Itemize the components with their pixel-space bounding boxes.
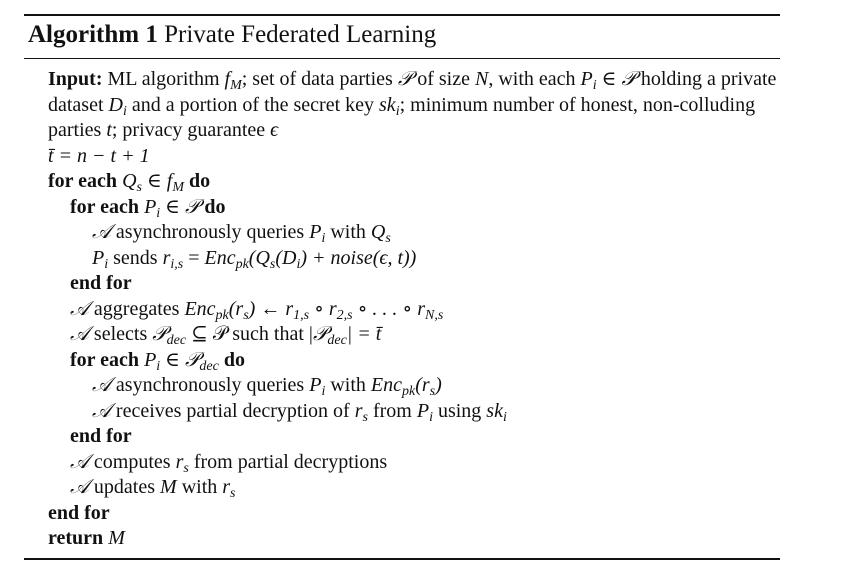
math-sub: i: [395, 103, 400, 119]
math-var: N: [475, 68, 489, 90]
math-sub: s: [183, 460, 189, 476]
math-var: 𝒫: [312, 323, 328, 345]
math-var: r: [162, 246, 171, 269]
math-sub: pk: [215, 307, 229, 323]
input-text: ML algorithm: [107, 68, 225, 90]
math-var: Q: [370, 221, 386, 243]
line-for-each-party: [48, 195, 780, 221]
line-tbar: t̄ = n − t + 1: [48, 144, 150, 167]
math-sub: s: [136, 180, 142, 196]
math-sub: dec: [327, 333, 347, 349]
math-var: P: [416, 399, 430, 422]
math-sub: s: [230, 486, 236, 502]
math-var: 𝒫: [397, 68, 413, 90]
math-sub: pk: [235, 256, 249, 272]
math-sub: i: [156, 358, 161, 374]
caption-title: Private Federated Learning: [164, 21, 437, 48]
line-return: [48, 526, 780, 552]
algorithm-caption: [24, 16, 780, 54]
input-text: ; privacy guarantee: [111, 119, 271, 141]
math-var: r: [222, 476, 231, 498]
math-sub: s: [243, 307, 249, 323]
line-updates: [48, 475, 780, 501]
input-text: ∈: [596, 68, 622, 90]
text: ⊆ 𝒫 such that |: [186, 323, 313, 345]
math-sub: s: [385, 231, 391, 247]
math-sub: s: [362, 409, 368, 425]
math-op: =: [183, 246, 205, 269]
line-selects: [48, 322, 780, 348]
math-var: P: [580, 68, 593, 90]
math-var: M: [108, 527, 125, 549]
line-computes: [48, 450, 780, 476]
math-op: ∈ 𝒫: [160, 195, 200, 218]
math-sub: M: [172, 180, 185, 196]
input-text: and a portion of the secret key: [126, 93, 380, 116]
math-var: 𝒜: [70, 323, 89, 345]
math-var: ∘ r: [309, 297, 337, 320]
input-spec: [48, 67, 788, 144]
math-var: P: [309, 221, 322, 243]
math-sub: 2,s: [336, 307, 353, 323]
math-sub: s: [429, 384, 436, 400]
math-var: f: [166, 170, 173, 192]
math-var: M: [160, 476, 177, 498]
keyword: do: [189, 170, 211, 192]
input-label: Input:: [48, 68, 103, 90]
line-for-each-query: [48, 169, 780, 195]
input-text: , with each: [488, 68, 581, 90]
text: from partial decryptions: [188, 450, 388, 473]
line-end-for-dec: end for: [70, 425, 132, 447]
keyword: for each: [70, 195, 140, 218]
text: from: [367, 399, 417, 422]
text: asynchronously queries: [110, 374, 310, 396]
math-sub: i: [296, 256, 301, 272]
math-var: 𝒜: [92, 221, 111, 243]
math-var: (r: [415, 374, 430, 396]
text: using: [432, 399, 487, 422]
algorithm-body: [24, 59, 780, 552]
line-receives: [48, 399, 780, 425]
math-var: f: [224, 68, 231, 90]
math-sub: pk: [401, 384, 416, 400]
text: computes: [88, 450, 176, 473]
math-var: P: [144, 195, 157, 218]
text: updates: [88, 476, 161, 498]
math-var: Enc: [204, 246, 236, 269]
math-var: ϵ: [270, 119, 279, 141]
keyword: return: [48, 527, 104, 549]
line-aggregates: [48, 297, 780, 323]
bottom-rule: [24, 558, 780, 560]
math-var: | = t̄: [346, 323, 382, 345]
line-end-for-inner: end for: [70, 272, 132, 294]
line-for-each-dec: [48, 348, 780, 374]
math-var: (Q: [248, 246, 270, 269]
caption-label: Algorithm 1: [28, 21, 158, 48]
text: asynchronously queries: [110, 221, 310, 243]
math-op: ∈: [141, 170, 167, 192]
text: aggregates: [88, 297, 185, 320]
math-var: r: [354, 399, 363, 422]
math-sub: i: [502, 409, 507, 425]
math-var: Q: [122, 170, 137, 192]
math-op: ∈: [160, 348, 185, 371]
math-sub: dec: [166, 333, 187, 349]
line-party-sends: [48, 246, 780, 272]
math-var: ) + noise(ϵ, t)): [300, 246, 417, 269]
math-sub: M: [230, 78, 242, 94]
math-sub: i,s: [170, 256, 184, 272]
math-sub: i: [156, 205, 161, 221]
math-sub: i: [122, 103, 127, 119]
text: with: [325, 374, 371, 396]
math-sub: s: [269, 256, 276, 272]
text: with: [176, 476, 223, 498]
line-async-query-enc: [48, 373, 780, 399]
math-sub: N,s: [425, 307, 444, 323]
math-sub: 1,s: [293, 307, 310, 323]
math-var: sk: [486, 399, 503, 422]
math-var: 𝒜: [70, 476, 89, 498]
math-var: 𝒫: [152, 323, 167, 345]
input-text: holding a private dataset: [48, 68, 777, 116]
line-async-query: [48, 220, 780, 246]
math-sub: i: [592, 78, 597, 94]
math-var: 𝒜: [92, 399, 111, 422]
text: selects: [88, 323, 153, 345]
math-var: r: [175, 450, 184, 473]
math-var: ): [435, 374, 442, 396]
line-end-for-outer: end for: [48, 501, 110, 524]
math-sub: i: [104, 256, 109, 272]
math-sub: i: [321, 231, 326, 247]
math-sub: i: [429, 409, 433, 425]
keyword: do: [223, 348, 245, 371]
math-var: (D: [275, 246, 297, 269]
math-var: ∘ . . . ∘ r: [352, 297, 426, 320]
math-sub: i: [321, 384, 326, 400]
math-var: P: [92, 246, 105, 269]
math-var: 𝒜: [70, 297, 89, 320]
math-var: ) ← r: [248, 297, 294, 320]
math-var: D: [108, 93, 123, 116]
text: sends: [108, 246, 163, 269]
math-var: 𝒜: [92, 374, 111, 396]
math-var: P: [144, 348, 157, 371]
text: receives partial decryption of: [110, 399, 355, 422]
math-var: sk: [379, 93, 396, 116]
input-text: ; minimum number of honest, non-colluding parties: [48, 93, 756, 141]
keyword: for each: [70, 348, 140, 371]
text: with: [325, 221, 371, 243]
math-var: P: [309, 374, 322, 396]
math-var: 𝒫: [621, 68, 636, 90]
math-var: Enc: [370, 374, 402, 396]
math-sub: dec: [199, 358, 219, 374]
input-text: ; set of data parties: [241, 68, 398, 90]
keyword: for each: [48, 170, 118, 192]
algorithm-block: [24, 14, 780, 560]
math-var: 𝒜: [70, 450, 89, 473]
math-var: t: [106, 119, 112, 141]
math-var: 𝒫: [184, 348, 200, 371]
input-text: of size: [412, 68, 475, 90]
math-var: Enc: [184, 297, 216, 320]
keyword: do: [204, 195, 226, 218]
math-var: (r: [228, 297, 244, 320]
